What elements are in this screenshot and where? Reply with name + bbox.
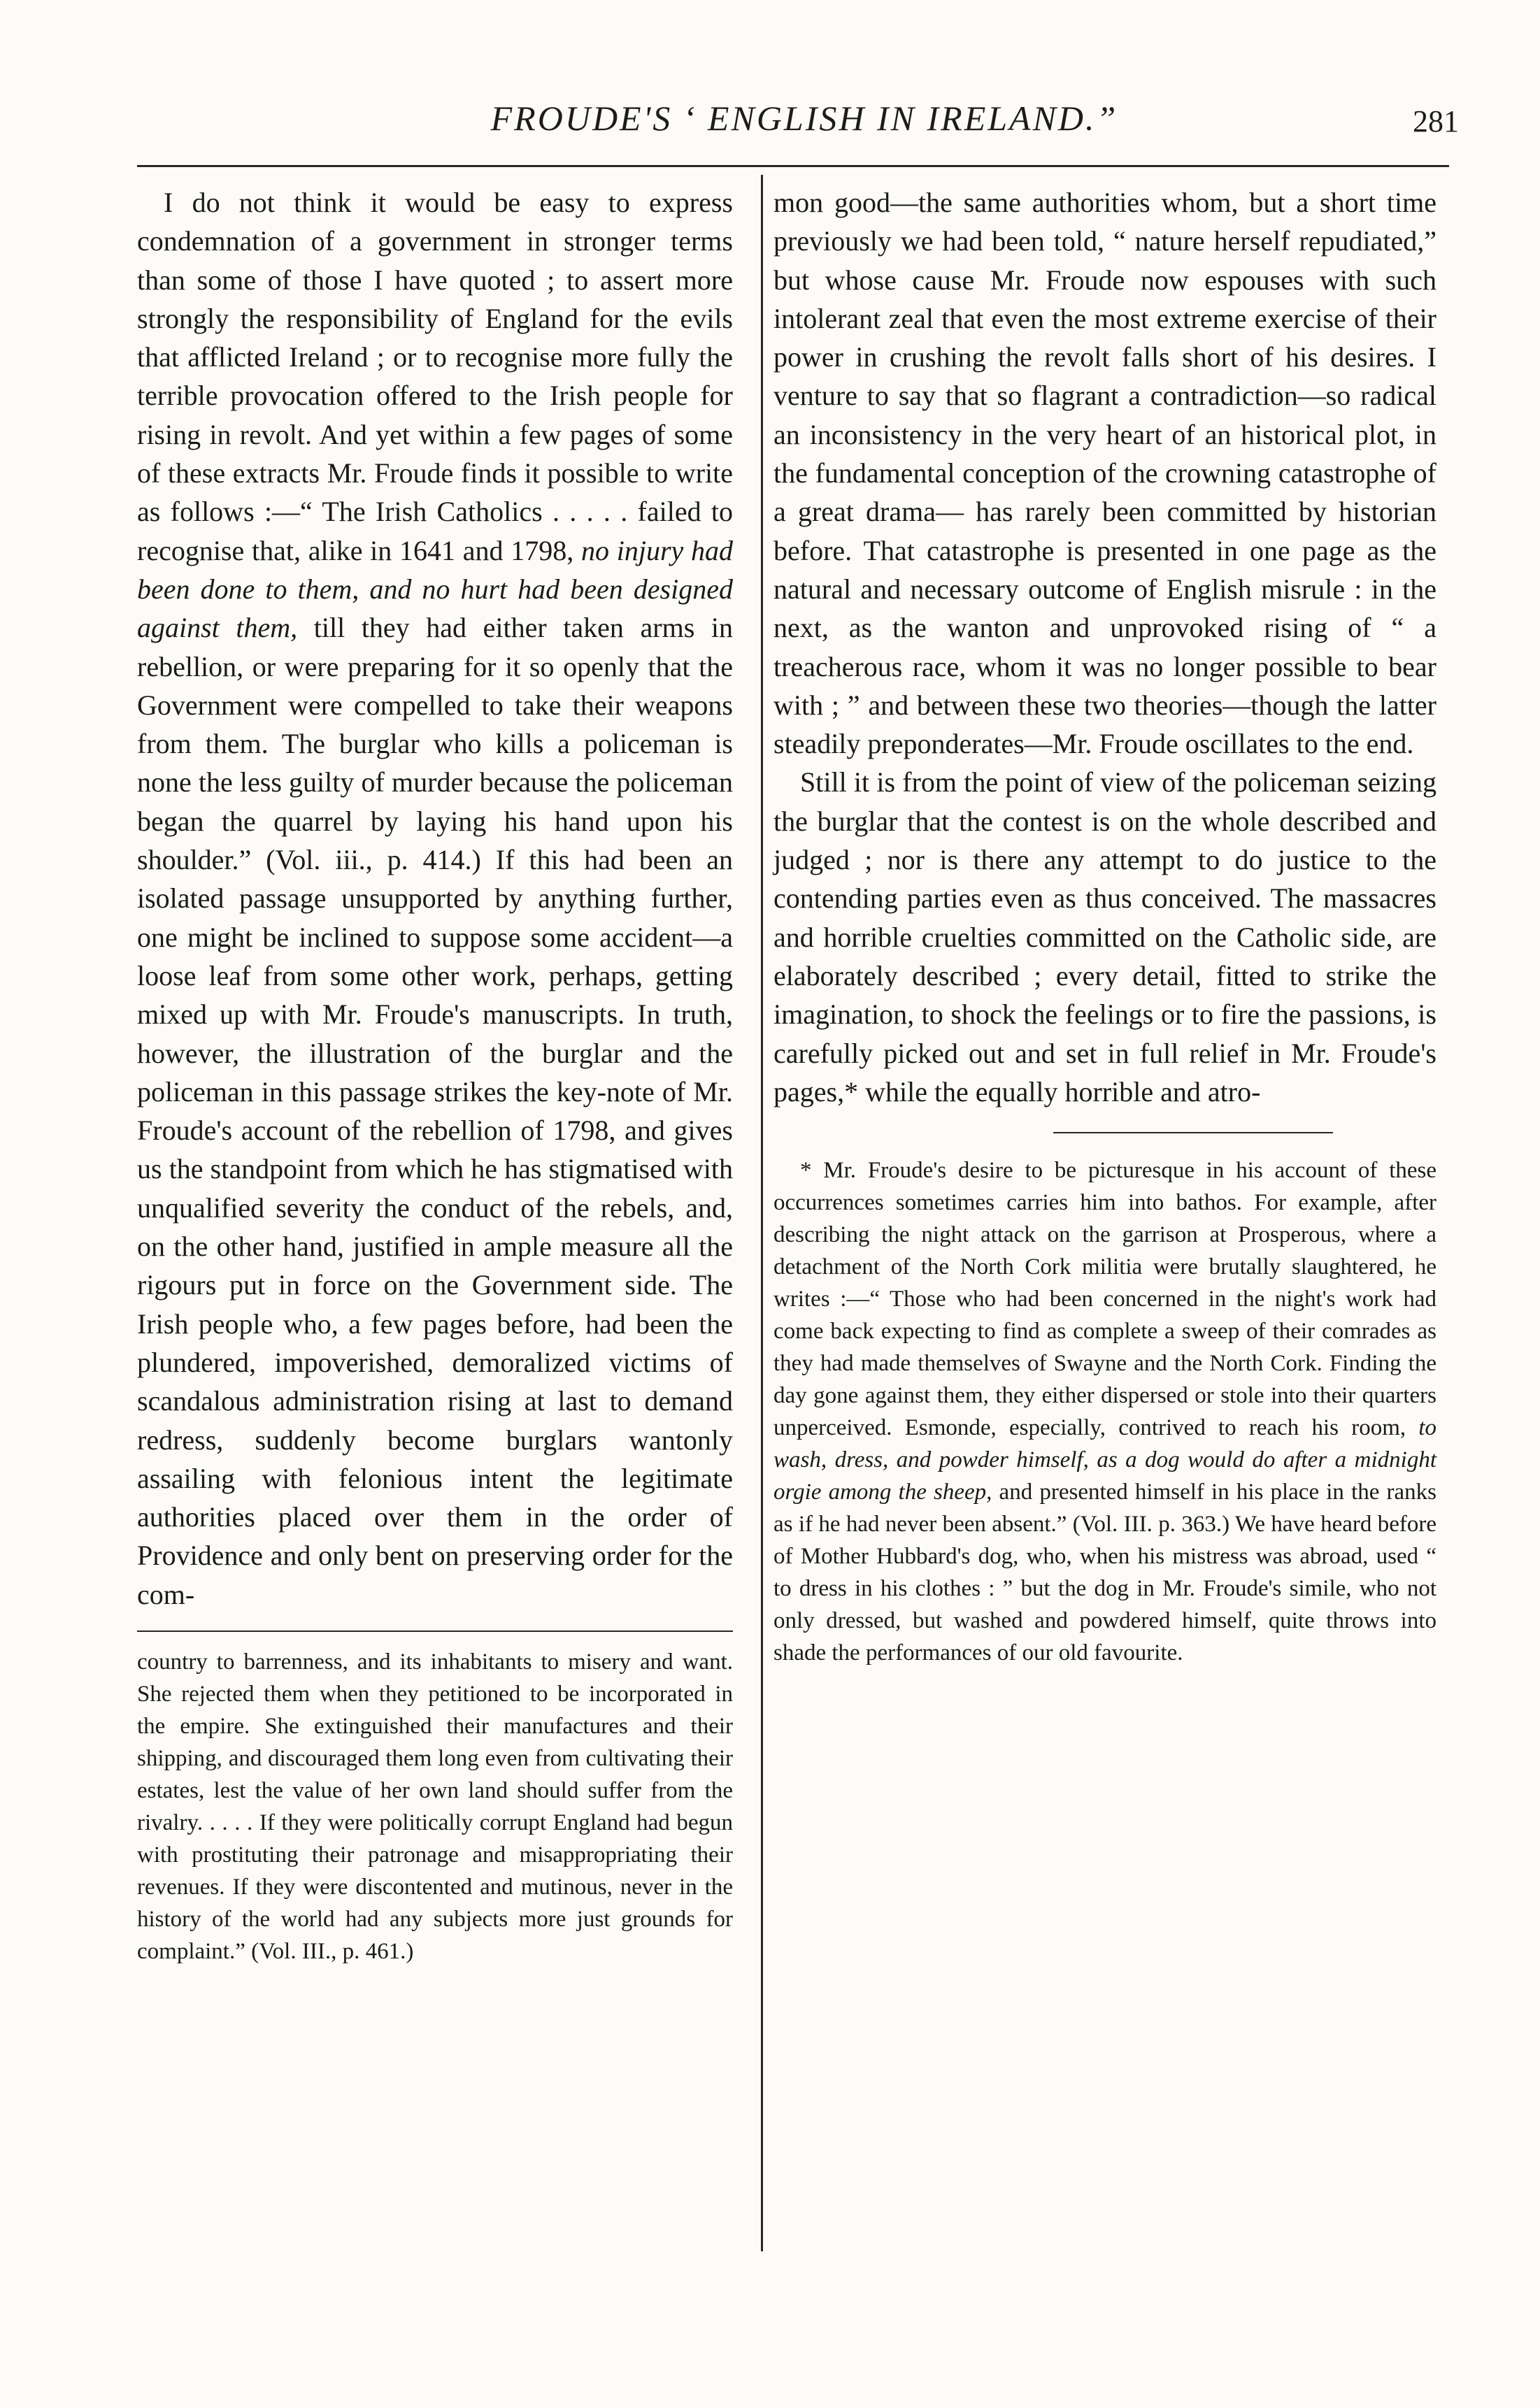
page-number: 281: [1413, 104, 1459, 138]
right-body-text: [773, 183, 1436, 1111]
column-divider: [761, 175, 763, 2251]
right-footnote-rule: [1053, 1132, 1333, 1133]
left-body-text: [137, 183, 733, 1614]
left-footnote-text: country to barrenness, and its inhabitants to misery and want. She rejected them when they petitioned to be incorporated in the empire. She extinguished their manufactures and their shipping, and discouraged them long even from cultivating their estates, lest the value of her own land should suffer from the rivalry. . . . . If they were politically corrupt England had begun with prostituting their patronage and misappropriating their revenues. If they were discontented and mutinous, never in the history of the world had any subjects more just grounds for complaint.” (Vol. III., p. 461.): [137, 1649, 733, 1964]
left-paragraph-text: I do not think it would be easy to express condemnation of a government in stronger terms than some of those I have quoted ; to assert more strongly the responsibility of England for the evils that afflicted Ireland ; or to recognise more fully the terrible provocation offered to the Irish people for rising in revolt. And yet within a few pages of some of these extracts Mr. Froude finds it possible to write as follows :—“ The Irish Catholics . . . . . failed to recognise that, alike in 1641 and 1798,: [137, 187, 733, 566]
left-footnote: [137, 1646, 733, 1968]
header-rule: [137, 165, 1449, 167]
right-paragraph: Still it is from the point of view of the policeman seizing the burglar that the contest is on the whole described and judged ; nor is there any attempt to do justice to the contending parties even as thus conceived. The massacres and horrible cruelties committed on the Catholic side, are elaborately described ; every detail, fitted to strike the imagination, to shock the feelings or to fire the passions, is carefully picked out and set in full relief in Mr. Froude's pages,* while the equally horrible and atro-: [773, 766, 1436, 1108]
right-footnote-text-continued: and presented himself in his place in the ranks as if he had never been absent.” (Vol. III. p. 363.) We have heard before of Mother Hubbard's dog, who, when his mistress was abroad, used “ to dress in his clothes : ” but the dog in Mr. Froude's simile, who not only dressed, but washed and powdered himself, quite throws into shade the performances of our old favourite.: [773, 1479, 1437, 1666]
left-paragraph-italic-quote: no injury had been done to them, and no hurt had been designed against them,: [137, 534, 733, 644]
right-footnote-italic-quote: to wash, dress, and powder himself, as a dog would do after a midnight orgie among the sheep,: [773, 1415, 1436, 1505]
left-paragraph-text-continued: till they had either taken arms in rebellion, or were preparing for it so openly that the Government were compelled to take their weapons from them. The burglar who kills a policeman is none the less guilty of murder because the policeman began the quarrel by laying his hand upon his shoulder.” (Vol. iii., p. 414.) If this had been an isolated passage unsupported by anything further, one might be inclined to suppose some accident—a loose leaf from some other work, perhaps, getting mixed up with Mr. Froude's manuscripts. In truth, however, the illustration of the burglar and the policeman in this passage strikes the key-note of Mr. Froude's account of the rebellion of 1798, and gives us the standpoint from which he has stigmatised with unqualified severity the conduct of the rebels, and, on the other hand, justified in ample measure all the rigours put in force on the Government side. The Irish people who, a few pages before, had been the plundered, impoverished, demoralized victims of scandalous administration rising at last to demand redress, suddenly become burglars wantonly assailing with felonious intent the legitimate authorities placed over them in the order of Providence and only bent on preserving order for the com-: [137, 612, 733, 1610]
left-paragraph: [137, 183, 733, 1614]
right-footnote: [773, 1154, 1436, 1669]
right-column: [773, 183, 1436, 1669]
left-column: [137, 183, 733, 1968]
running-head: FROUDE'S ‘ ENGLISH IN IRELAND.”: [490, 99, 1118, 138]
right-footnote-text: * Mr. Froude's desire to be picturesque in his account of these occurrences sometimes carries him into bathos. For example, after describing the night attack on the garrison at Prosperous, where a detachment of the North Cork militia were brutally slaughtered, he writes :—“ Those who had been concerned in the night's work had come back expecting to find as complete a sweep of their comrades as they had made themselves of Swayne and the North Cork. Finding the day gone against them, they either dispersed or stole into their quarters unperceived. Esmonde, especially, contrived to reach his room,: [773, 1158, 1436, 1441]
right-footnote-paragraph: [773, 1154, 1436, 1669]
left-footnote-rule: [137, 1631, 733, 1632]
right-paragraph-continuation: mon good—the same authorities whom, but a short time previously we had been told, “ nature herself repudiated,” but whose cause Mr. Froude now espouses with such intolerant zeal that even the most extreme exercise of their power in crushing the revolt falls short of his desires. I venture to say that so flagrant a contradiction—so radical an inconsistency in the very heart of an historical plot, in the fundamental conception of the crowning catastrophe of a great drama— has rarely been committed by historian before. That catastrophe is presented in one page as the natural and necessary outcome of English misrule : in the next, as the wanton and unprovoked rising of “ a treacherous race, whom it was no longer possible to bear with ; ” and between these two theories—though the latter steadily preponderates—Mr. Froude oscillates to the end.: [773, 187, 1436, 760]
